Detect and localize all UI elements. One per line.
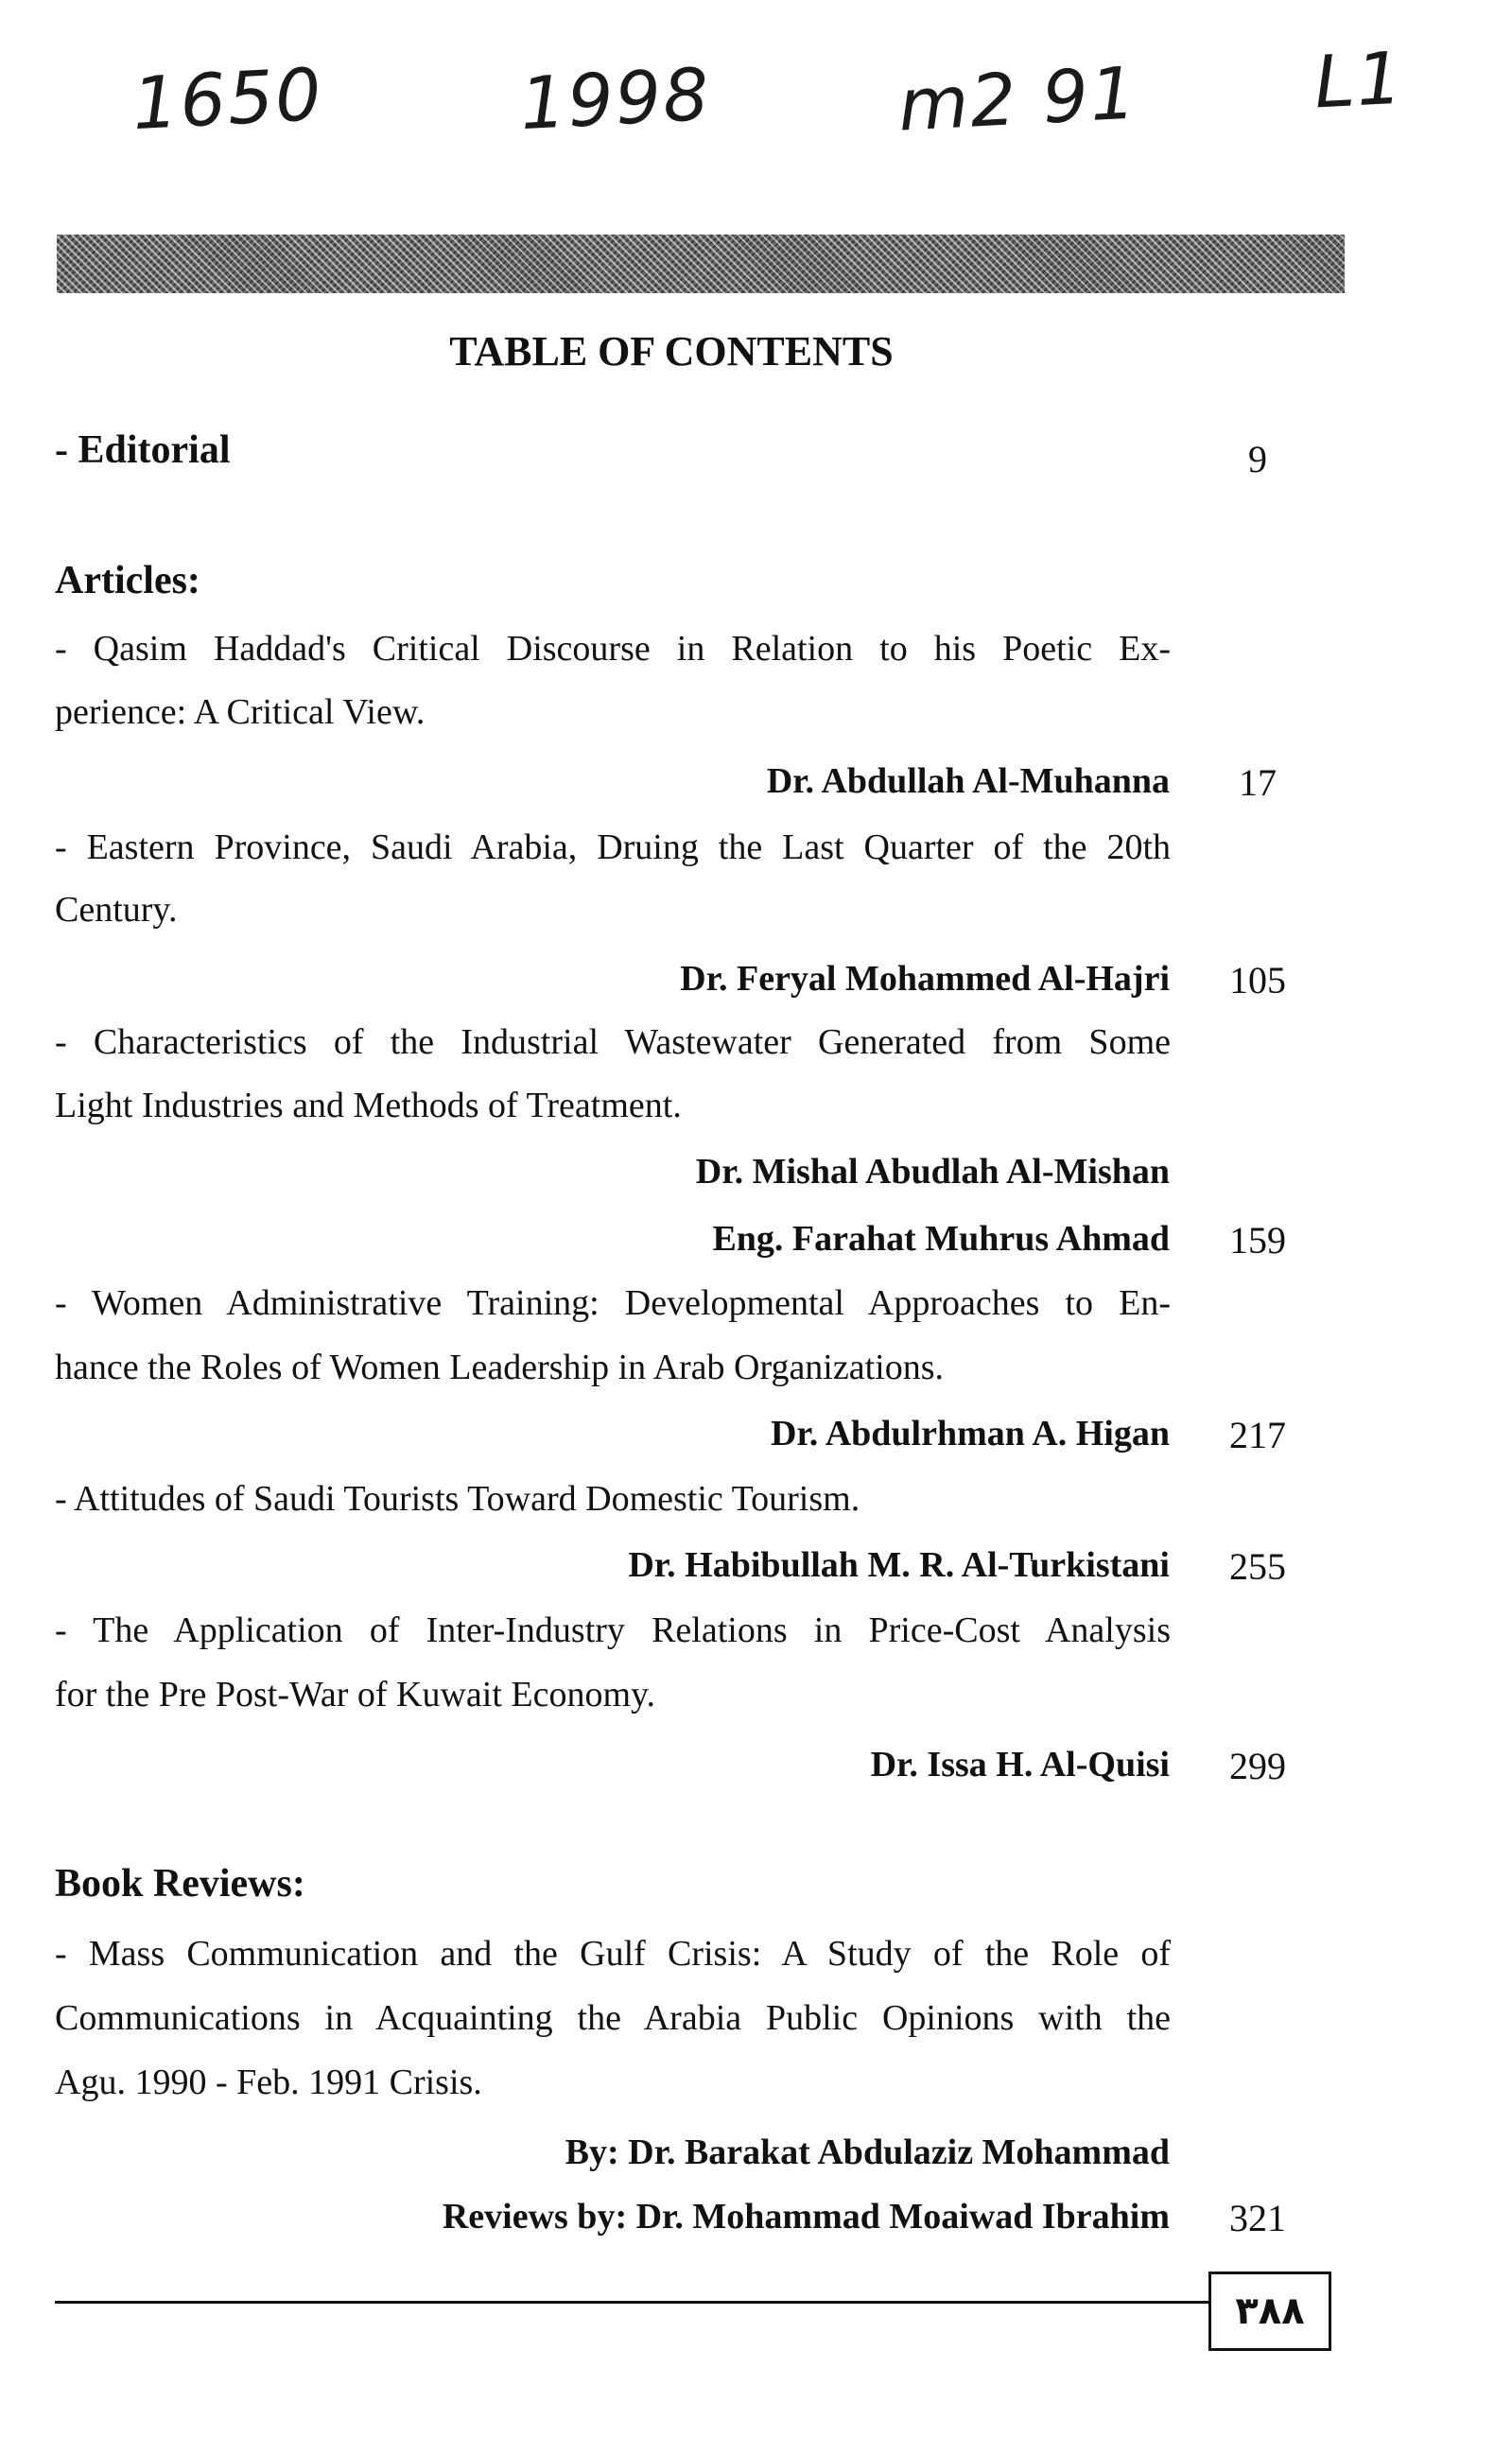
page-title: TABLE OF CONTENTS xyxy=(449,328,894,374)
article-2-title-line-1: - Eastern Province, Saudi Arabia, Druing the Last Quarter of the 20th xyxy=(55,827,1171,867)
handwritten-note-4: L1 xyxy=(1312,35,1406,125)
article-1-author: Dr. Abdullah Al-Muhanna xyxy=(766,761,1170,801)
article-6-page-number: 299 xyxy=(1229,1745,1286,1787)
article-2-title-line-2: Century. xyxy=(55,890,178,930)
article-2-author: Dr. Feryal Mohammed Al-Hajri xyxy=(680,959,1170,999)
article-4-title-line-2: hance the Roles of Women Leadership in Arab Organizations. xyxy=(55,1348,944,1387)
decorative-banner xyxy=(57,235,1345,293)
article-1-title-line-2: perience: A Critical View. xyxy=(55,692,426,732)
book-review-author: By: Dr. Barakat Abdulaziz Mohammad xyxy=(565,2132,1170,2172)
book-review-page-number: 321 xyxy=(1229,2197,1286,2239)
folio-page-number: ٣٨٨ xyxy=(1208,2272,1331,2351)
articles-heading: Articles: xyxy=(55,559,200,602)
handwritten-note-3: m2 91 xyxy=(895,50,1140,148)
article-6-title-line-2: for the Pre Post-War of Kuwait Economy. xyxy=(55,1675,656,1715)
book-review-title-line-1: - Mass Communication and the Gulf Crisis: A Study of the Role of xyxy=(55,1934,1171,1974)
article-3-title-line-2: Light Industries and Methods of Treatment. xyxy=(55,1086,682,1125)
article-3-page-number: 159 xyxy=(1229,1219,1286,1262)
editorial-page-number: 9 xyxy=(1248,438,1267,480)
book-reviews-heading: Book Reviews: xyxy=(55,1862,305,1906)
book-review-title-line-2: Communications in Acquainting the Arabia Public Opinions with the xyxy=(55,1998,1171,2038)
handwritten-note-2: 1998 xyxy=(517,51,713,147)
article-2-page-number: 105 xyxy=(1229,959,1286,1001)
article-3-author-1: Dr. Mishal Abudlah Al-Mishan xyxy=(695,1152,1170,1192)
article-5-author: Dr. Habibullah M. R. Al-Turkistani xyxy=(628,1545,1170,1585)
article-3-author-2: Eng. Farahat Muhrus Ahmad xyxy=(712,1219,1170,1259)
editorial-label: - Editorial xyxy=(55,428,231,472)
article-6-title-line-1: - The Application of Inter-Industry Relations in Price-Cost Analysis xyxy=(55,1610,1171,1650)
article-4-title-line-1: - Women Administrative Training: Developmental Approaches to En- xyxy=(55,1283,1171,1323)
article-5-page-number: 255 xyxy=(1229,1545,1286,1588)
article-3-title-line-1: - Characteristics of the Industrial Wastewater Generated from Some xyxy=(55,1022,1171,1062)
article-4-page-number: 217 xyxy=(1229,1414,1286,1456)
article-5-title-line-1: - Attitudes of Saudi Tourists Toward Domestic Tourism. xyxy=(55,1479,860,1519)
article-4-author: Dr. Abdulrhman A. Higan xyxy=(770,1414,1170,1453)
article-1-page-number: 17 xyxy=(1239,761,1277,804)
handwritten-note-1: 1650 xyxy=(130,51,325,147)
article-6-author: Dr. Issa H. Al-Quisi xyxy=(870,1745,1170,1784)
book-review-title-line-3: Agu. 1990 - Feb. 1991 Crisis. xyxy=(55,2063,482,2102)
book-review-reviewer: Reviews by: Dr. Mohammad Moaiwad Ibrahim xyxy=(442,2197,1170,2237)
article-1-title-line-1: - Qasim Haddad's Critical Discourse in Relation to his Poetic Ex- xyxy=(55,629,1171,669)
footer-rule xyxy=(55,2301,1208,2304)
